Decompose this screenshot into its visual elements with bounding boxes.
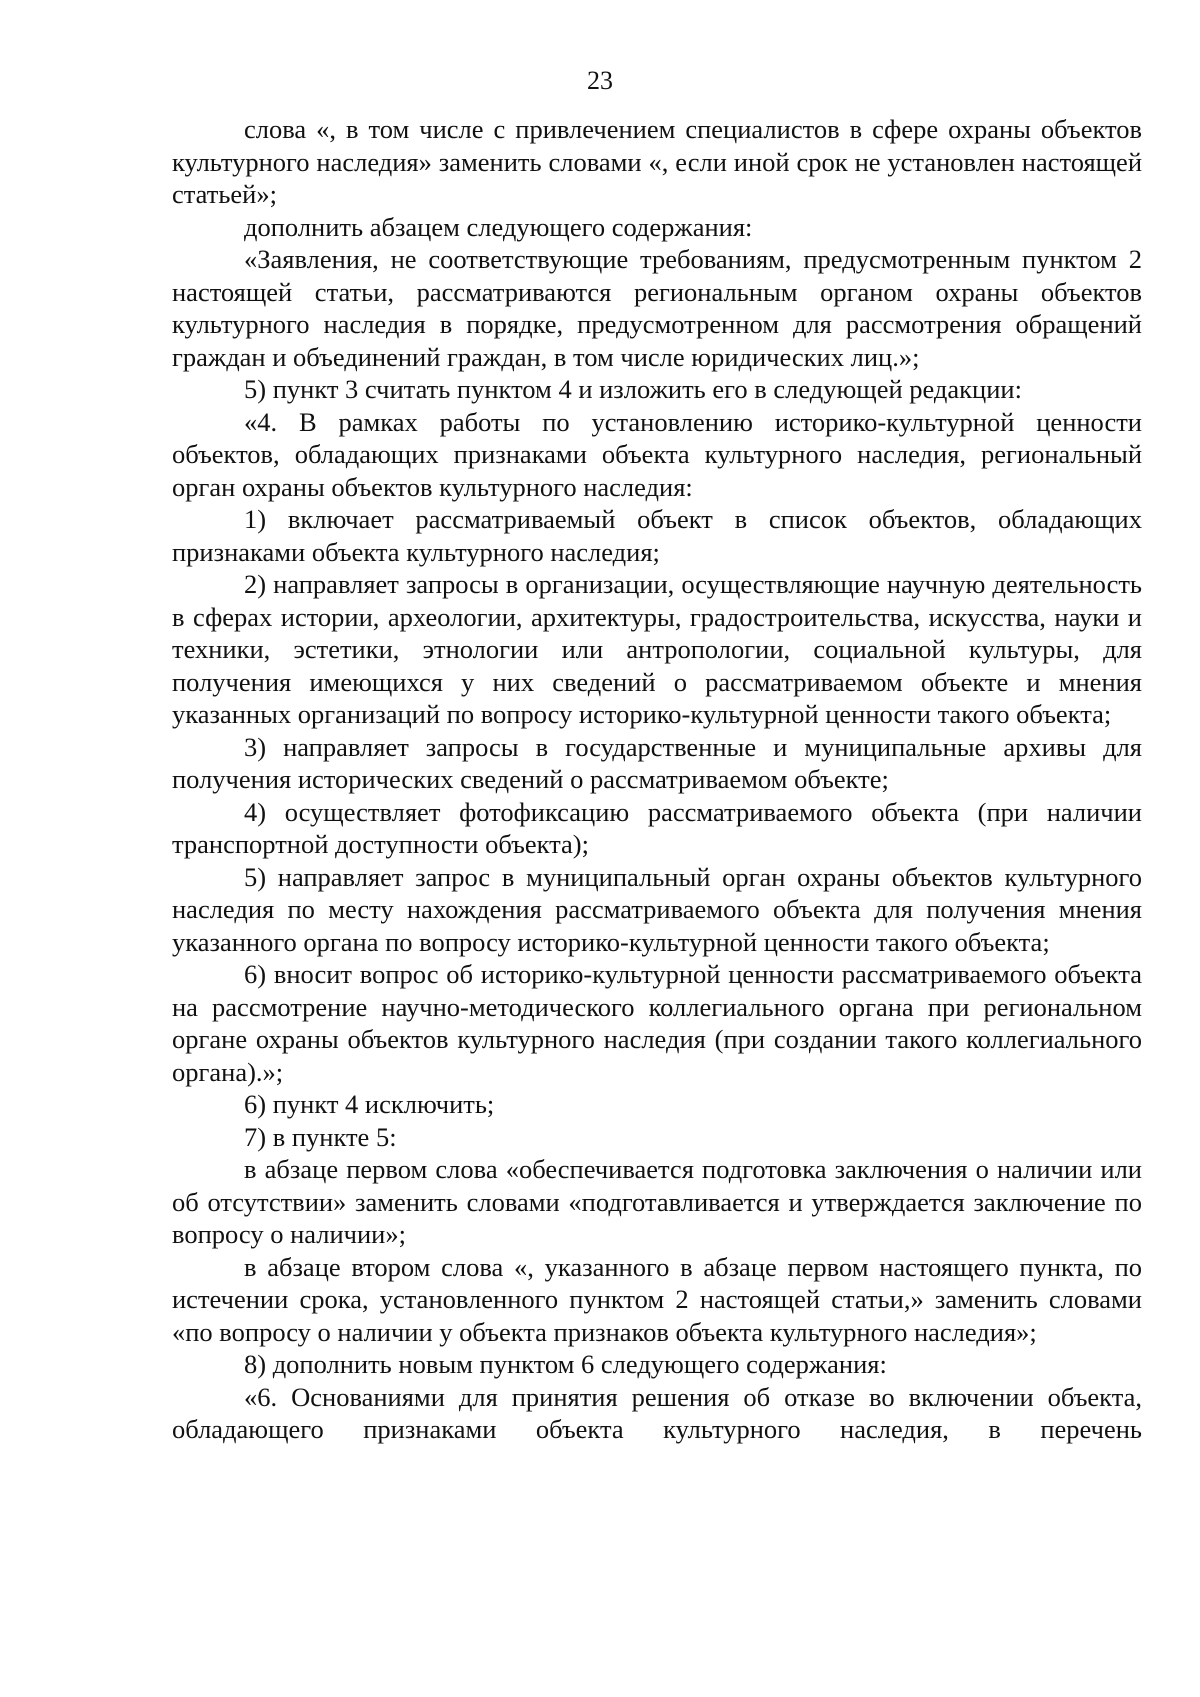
paragraph: 3) направляет запросы в государственные и муниципальные архивы для получения исторических сведений о рассматриваемом объекте; [172,731,1142,794]
paragraph: 6) вносит вопрос об историко-культурной ценности рассматриваемого объекта на рассмотрение научно-методического коллегиального органа при региональном органе охраны объектов культурного наследия (при создании такого коллегиального органа).»; [172,959,1142,1087]
paragraph: 7) в пункте 5: [244,1121,397,1152]
paragraph: 5) пункт 3 считать пунктом 4 и изложить его в следующей редакции: [244,374,1022,404]
paragraph: 2) направляет запросы в организации, осуществляющие научную деятельность в сферах истории, археологии, архитектуры, градостроительства, искусства, науки и техники, эстетики, этнологии или антропологии, социальной культуры, для получения имеющихся у них сведений о рассматриваемом объекте и мнения указанных организаций по вопросу историко-культурной ценности такого объекта; [172,569,1142,729]
paragraph: 6) пункт 4 исключить; [244,1089,495,1119]
document-body [172,113,1142,1446]
paragraph: в абзаце втором слова «, указанного в абзаце первом настоящего пункта, по истечении срока, установленного пунктом 2 настоящей статьи,» заменить словами «по вопросу о наличии у объекта признаков объекта культурного наследия»; [172,1251,1142,1347]
paragraph: 5) направляет запрос в муниципальный орган охраны объектов культурного наследия по месту нахождения рассматриваемого объекта для получения мнения указанного органа по вопросу историко-культурной ценности такого объекта; [172,861,1142,957]
paragraph: 1) включает рассматриваемый объект в список объектов, обладающих признаками объекта культурного наследия; [172,504,1142,567]
paragraph: «4. В рамках работы по установлению историко-культурной ценности объектов, обладающих признаками объекта культурного наследия, региональный орган охраны объектов культурного наследия: [172,406,1142,502]
paragraph: слова «, в том числе с привлечением специалистов в сфере охраны объектов культурного наследия» заменить словами «, если иной срок не установлен настоящей статьей»; [172,114,1142,209]
paragraph: «Заявления, не соответствующие требованиям, предусмотренным пунктом 2 настоящей статьи, рассматриваются региональным органом охраны объектов культурного наследия в порядке, предусмотренном для рассмотрения обращений граждан и объединений граждан, в том числе юридических лиц.»; [172,244,1142,372]
paragraph: дополнить абзацем следующего содержания: [244,211,753,242]
paragraph: в абзаце первом слова «обеспечивается подготовка заключения о наличии или об отсутствии» заменить словами «подготавливается и утверждается заключение по вопросу о наличии»; [172,1154,1142,1249]
paragraph: 8) дополнить новым пунктом 6 следующего содержания: [244,1349,887,1379]
page-number: 23 [587,66,613,95]
paragraph: «6. Основаниями для принятия решения об отказе во включении объекта, обладающего признаками объекта культурного наследия, в перечень [172,1381,1142,1444]
paragraph: 4) осуществляет фотофиксацию рассматриваемого объекта (при наличии транспортной доступности объекта); [172,796,1142,859]
